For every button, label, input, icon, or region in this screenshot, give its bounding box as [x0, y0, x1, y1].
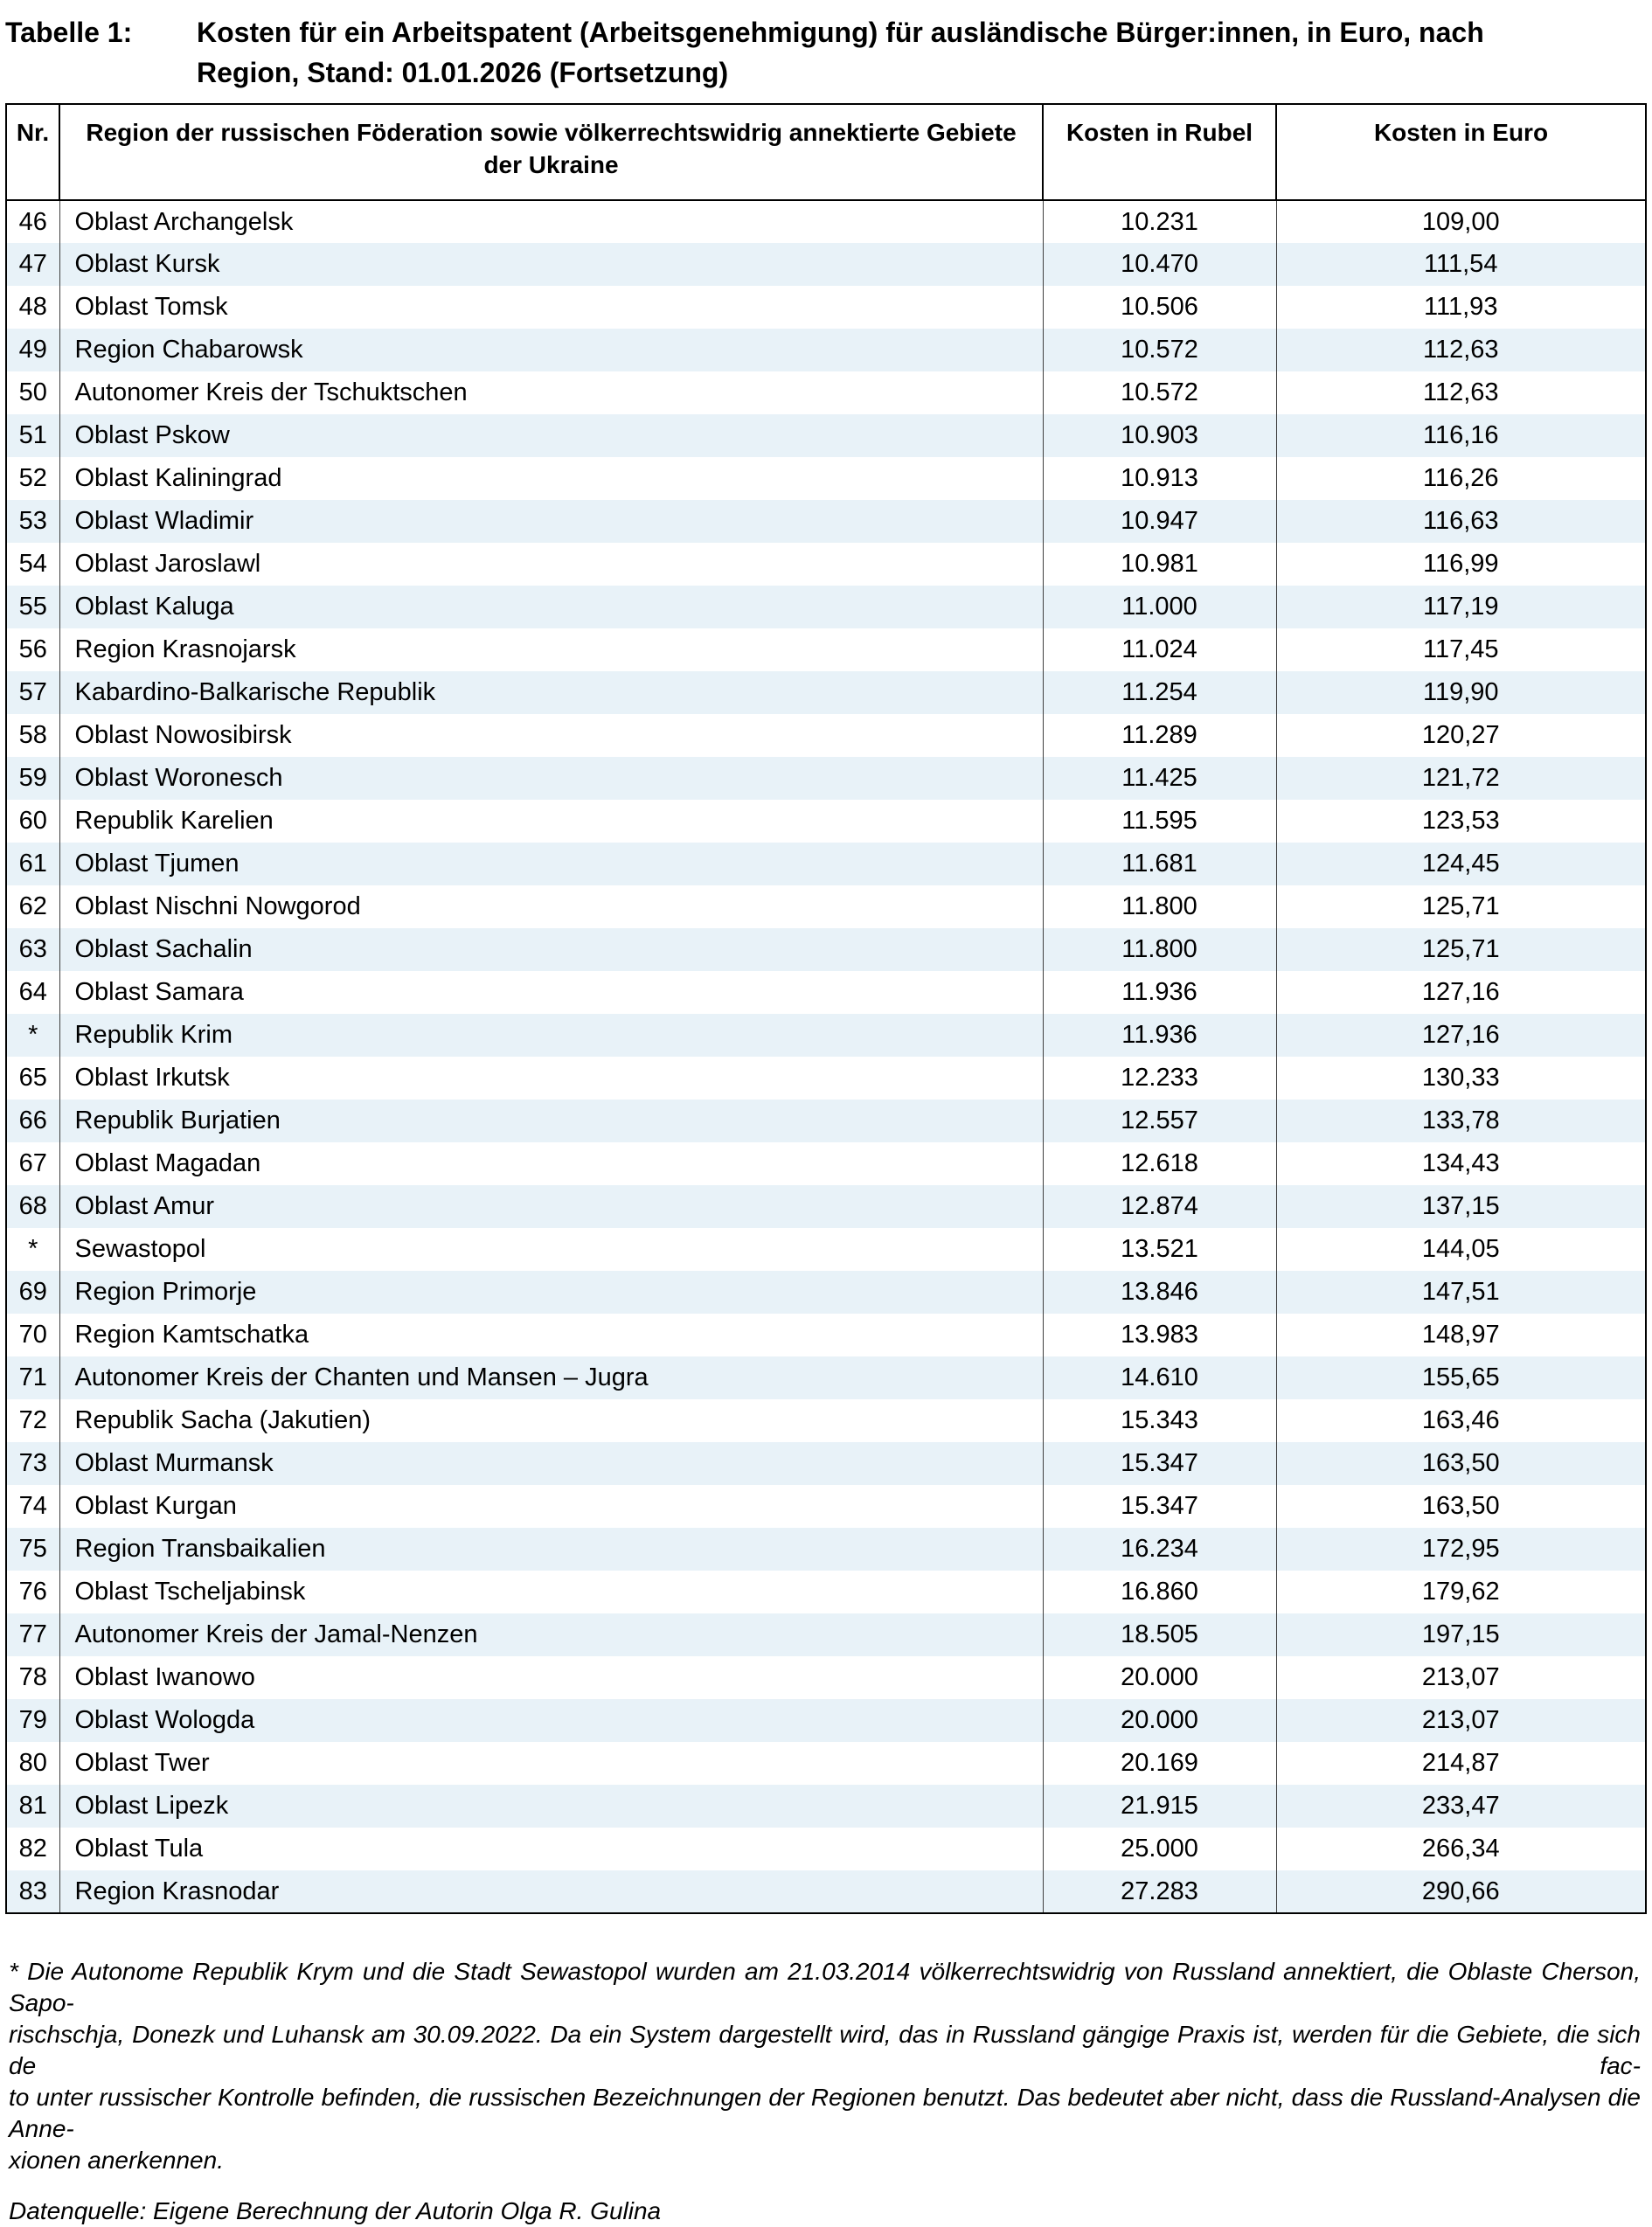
row-region: Oblast Kaluga: [59, 586, 1043, 628]
row-rubel: 11.289: [1043, 714, 1276, 757]
row-rubel: 11.936: [1043, 1014, 1276, 1057]
table-caption-line-1: Kosten für ein Arbeitspatent (Arbeitsgenehmigung) für ausländische Bürger:innen, in Euro, nach: [197, 17, 1484, 48]
footnote-line-4: xionen anerkennen.: [9, 2147, 224, 2174]
row-euro: 120,27: [1276, 714, 1646, 757]
table-row: [6, 1057, 1646, 1100]
row-euro: 119,90: [1276, 671, 1646, 714]
table-row: [6, 457, 1646, 500]
row-region: Oblast Kursk: [59, 243, 1043, 286]
row-euro: 147,51: [1276, 1271, 1646, 1314]
row-nr: 46: [6, 200, 59, 243]
row-rubel: 15.343: [1043, 1399, 1276, 1442]
row-rubel: 12.557: [1043, 1100, 1276, 1142]
row-region: Kabardino-Balkarische Republik: [59, 671, 1043, 714]
table-row: [6, 671, 1646, 714]
row-region: Republik Sacha (Jakutien): [59, 1399, 1043, 1442]
row-region: Republik Karelien: [59, 800, 1043, 843]
row-rubel: 12.618: [1043, 1142, 1276, 1185]
table-caption-line-2: Region, Stand: 01.01.2026 (Fortsetzung): [197, 57, 729, 88]
row-rubel: 13.983: [1043, 1314, 1276, 1356]
row-nr: 51: [6, 414, 59, 457]
row-nr: 66: [6, 1100, 59, 1142]
table-row: [6, 329, 1646, 371]
row-euro: 163,50: [1276, 1442, 1646, 1485]
table-row: [6, 885, 1646, 928]
column-header-nr: Nr.: [6, 104, 59, 200]
row-euro: 109,00: [1276, 200, 1646, 243]
row-nr: 71: [6, 1356, 59, 1399]
row-region: Oblast Lipezk: [59, 1785, 1043, 1828]
table-row: [6, 1699, 1646, 1742]
row-euro: 148,97: [1276, 1314, 1646, 1356]
table-row: [6, 757, 1646, 800]
row-nr: 74: [6, 1485, 59, 1528]
row-rubel: 11.595: [1043, 800, 1276, 843]
row-nr: 67: [6, 1142, 59, 1185]
table-row: [6, 586, 1646, 628]
row-nr: 79: [6, 1699, 59, 1742]
row-rubel: 16.234: [1043, 1528, 1276, 1571]
row-euro: 116,26: [1276, 457, 1646, 500]
row-rubel: 21.915: [1043, 1785, 1276, 1828]
row-rubel: 25.000: [1043, 1828, 1276, 1870]
row-rubel: 11.425: [1043, 757, 1276, 800]
table-caption-label: Tabelle 1:: [5, 17, 133, 48]
row-nr: *: [6, 1228, 59, 1271]
row-nr: 75: [6, 1528, 59, 1571]
row-region: Oblast Sachalin: [59, 928, 1043, 971]
row-nr: *: [6, 1014, 59, 1057]
table-caption-text: [197, 12, 1484, 93]
row-region: Oblast Kurgan: [59, 1485, 1043, 1528]
table-row: [6, 1528, 1646, 1571]
table-row: [6, 800, 1646, 843]
table-row: [6, 543, 1646, 586]
row-euro: 233,47: [1276, 1785, 1646, 1828]
row-euro: 214,87: [1276, 1742, 1646, 1785]
row-region: Oblast Irkutsk: [59, 1057, 1043, 1100]
row-nr: 62: [6, 885, 59, 928]
row-region: Autonomer Kreis der Jamal-Nenzen: [59, 1613, 1043, 1656]
table-row: [6, 1656, 1646, 1699]
row-nr: 55: [6, 586, 59, 628]
row-region: Republik Burjatien: [59, 1100, 1043, 1142]
row-rubel: 20.000: [1043, 1656, 1276, 1699]
row-euro: 130,33: [1276, 1057, 1646, 1100]
row-region: Oblast Tula: [59, 1828, 1043, 1870]
row-rubel: 11.024: [1043, 628, 1276, 671]
row-nr: 68: [6, 1185, 59, 1228]
row-euro: 112,63: [1276, 329, 1646, 371]
row-rubel: 13.521: [1043, 1228, 1276, 1271]
table-row: [6, 928, 1646, 971]
row-nr: 80: [6, 1742, 59, 1785]
row-region: Oblast Murmansk: [59, 1442, 1043, 1485]
table-body: [6, 200, 1646, 1913]
row-euro: 111,54: [1276, 243, 1646, 286]
row-euro: 111,93: [1276, 286, 1646, 329]
row-euro: 197,15: [1276, 1613, 1646, 1656]
row-region: Oblast Nowosibirsk: [59, 714, 1043, 757]
row-nr: 61: [6, 843, 59, 885]
row-rubel: 13.846: [1043, 1271, 1276, 1314]
row-region: Republik Krim: [59, 1014, 1043, 1057]
table-row: [6, 971, 1646, 1014]
row-region: Oblast Woronesch: [59, 757, 1043, 800]
row-rubel: 10.947: [1043, 500, 1276, 543]
row-nr: 82: [6, 1828, 59, 1870]
row-region: Oblast Tomsk: [59, 286, 1043, 329]
row-rubel: 10.981: [1043, 543, 1276, 586]
column-header-euro: Kosten in Euro: [1276, 104, 1646, 200]
row-rubel: 15.347: [1043, 1485, 1276, 1528]
row-nr: 52: [6, 457, 59, 500]
row-rubel: 15.347: [1043, 1442, 1276, 1485]
row-euro: 125,71: [1276, 928, 1646, 971]
row-region: Region Chabarowsk: [59, 329, 1043, 371]
row-rubel: 12.874: [1043, 1185, 1276, 1228]
row-rubel: 27.283: [1043, 1870, 1276, 1913]
row-region: Region Primorje: [59, 1271, 1043, 1314]
row-nr: 76: [6, 1571, 59, 1613]
table-row: [6, 714, 1646, 757]
row-region: Autonomer Kreis der Tschuktschen: [59, 371, 1043, 414]
row-nr: 83: [6, 1870, 59, 1913]
row-rubel: 10.913: [1043, 457, 1276, 500]
row-rubel: 11.800: [1043, 885, 1276, 928]
table-row: [6, 1185, 1646, 1228]
row-rubel: 14.610: [1043, 1356, 1276, 1399]
row-euro: 172,95: [1276, 1528, 1646, 1571]
table-header-row: [6, 104, 1646, 200]
row-region: Region Kamtschatka: [59, 1314, 1043, 1356]
row-region: Autonomer Kreis der Chanten und Mansen – Jugra: [59, 1356, 1043, 1399]
table-row: [6, 1399, 1646, 1442]
row-rubel: 20.000: [1043, 1699, 1276, 1742]
cost-table: [5, 103, 1647, 1914]
row-nr: 81: [6, 1785, 59, 1828]
row-nr: 59: [6, 757, 59, 800]
row-rubel: 10.903: [1043, 414, 1276, 457]
row-euro: 163,46: [1276, 1399, 1646, 1442]
row-euro: 121,72: [1276, 757, 1646, 800]
row-rubel: 10.470: [1043, 243, 1276, 286]
row-nr: 53: [6, 500, 59, 543]
row-nr: 58: [6, 714, 59, 757]
table-row: [6, 243, 1646, 286]
table-row: [6, 1485, 1646, 1528]
column-header-rubel: Kosten in Rubel: [1043, 104, 1276, 200]
table-row: [6, 1870, 1646, 1913]
row-region: Oblast Archangelsk: [59, 200, 1043, 243]
row-nr: 65: [6, 1057, 59, 1100]
row-region: Oblast Wologda: [59, 1699, 1043, 1742]
row-region: Oblast Twer: [59, 1742, 1043, 1785]
row-euro: 124,45: [1276, 843, 1646, 885]
table-row: [6, 843, 1646, 885]
row-nr: 49: [6, 329, 59, 371]
row-euro: 134,43: [1276, 1142, 1646, 1185]
row-euro: 137,15: [1276, 1185, 1646, 1228]
row-nr: 78: [6, 1656, 59, 1699]
row-euro: 116,63: [1276, 500, 1646, 543]
row-region: Region Krasnojarsk: [59, 628, 1043, 671]
footnote-line-1: * Die Autonome Republik Krym und die Stadt Sewastopol wurden am 21.03.2014 völkerrechtswidrig von Russland annektiert, die Oblaste Cherson, Sapo-: [9, 1958, 1641, 2016]
row-nr: 54: [6, 543, 59, 586]
table-row: [6, 1742, 1646, 1785]
row-nr: 47: [6, 243, 59, 286]
row-region: Oblast Wladimir: [59, 500, 1043, 543]
row-rubel: 16.860: [1043, 1571, 1276, 1613]
row-rubel: 11.254: [1043, 671, 1276, 714]
row-region: Region Transbaikalien: [59, 1528, 1043, 1571]
row-region: Oblast Jaroslawl: [59, 543, 1043, 586]
row-nr: 72: [6, 1399, 59, 1442]
table-row: [6, 1271, 1646, 1314]
row-region: Region Krasnodar: [59, 1870, 1043, 1913]
row-euro: 117,45: [1276, 628, 1646, 671]
row-euro: 163,50: [1276, 1485, 1646, 1528]
row-region: Oblast Iwanowo: [59, 1656, 1043, 1699]
row-nr: 70: [6, 1314, 59, 1356]
row-nr: 77: [6, 1613, 59, 1656]
table-row: [6, 1314, 1646, 1356]
footnote-line-3: to unter russischer Kontrolle befinden, die russischen Bezeichnungen der Regionen benutzt. Das bedeutet aber nicht, dass die Russland-Analysen die Anne-: [9, 2084, 1641, 2142]
row-region: Oblast Nischni Nowgorod: [59, 885, 1043, 928]
row-euro: 125,71: [1276, 885, 1646, 928]
table-row: [6, 500, 1646, 543]
row-rubel: 11.000: [1043, 586, 1276, 628]
row-rubel: 10.572: [1043, 371, 1276, 414]
table-row: [6, 1356, 1646, 1399]
row-euro: 144,05: [1276, 1228, 1646, 1271]
table-row: [6, 1142, 1646, 1185]
row-rubel: 11.681: [1043, 843, 1276, 885]
footnote: [9, 1956, 1641, 2176]
table-row: [6, 200, 1646, 243]
row-euro: 266,34: [1276, 1828, 1646, 1870]
row-euro: 155,65: [1276, 1356, 1646, 1399]
row-region: Oblast Kaliningrad: [59, 457, 1043, 500]
table-row: [6, 1571, 1646, 1613]
row-euro: 213,07: [1276, 1656, 1646, 1699]
row-nr: 56: [6, 628, 59, 671]
row-region: Oblast Samara: [59, 971, 1043, 1014]
row-region: Oblast Magadan: [59, 1142, 1043, 1185]
table-row: [6, 1442, 1646, 1485]
table-row: [6, 628, 1646, 671]
table-row: [6, 1828, 1646, 1870]
row-region: Sewastopol: [59, 1228, 1043, 1271]
table-row: [6, 1613, 1646, 1656]
row-rubel: 11.800: [1043, 928, 1276, 971]
row-euro: 116,16: [1276, 414, 1646, 457]
row-rubel: 10.572: [1043, 329, 1276, 371]
row-nr: 57: [6, 671, 59, 714]
row-nr: 48: [6, 286, 59, 329]
row-region: Oblast Tjumen: [59, 843, 1043, 885]
row-nr: 50: [6, 371, 59, 414]
row-euro: 117,19: [1276, 586, 1646, 628]
table-row: [6, 371, 1646, 414]
row-euro: 116,99: [1276, 543, 1646, 586]
row-euro: 213,07: [1276, 1699, 1646, 1742]
row-euro: 127,16: [1276, 1014, 1646, 1057]
row-euro: 133,78: [1276, 1100, 1646, 1142]
row-rubel: 18.505: [1043, 1613, 1276, 1656]
table-row: [6, 1014, 1646, 1057]
row-rubel: 20.169: [1043, 1742, 1276, 1785]
row-nr: 73: [6, 1442, 59, 1485]
row-rubel: 10.231: [1043, 200, 1276, 243]
row-nr: 63: [6, 928, 59, 971]
row-nr: 69: [6, 1271, 59, 1314]
table-caption: [5, 12, 1646, 93]
row-region: Oblast Tscheljabinsk: [59, 1571, 1043, 1613]
column-header-region: Region der russischen Föderation sowie völkerrechtswidrig annektierte Gebiete der Ukraine: [59, 104, 1043, 200]
table-row: [6, 1228, 1646, 1271]
table-row: [6, 286, 1646, 329]
row-euro: 179,62: [1276, 1571, 1646, 1613]
row-euro: 290,66: [1276, 1870, 1646, 1913]
row-euro: 112,63: [1276, 371, 1646, 414]
row-nr: 60: [6, 800, 59, 843]
row-euro: 123,53: [1276, 800, 1646, 843]
row-region: Oblast Pskow: [59, 414, 1043, 457]
table-row: [6, 1100, 1646, 1142]
row-rubel: 12.233: [1043, 1057, 1276, 1100]
row-rubel: 11.936: [1043, 971, 1276, 1014]
data-source-note: Datenquelle: Eigene Berechnung der Autorin Olga R. Gulina: [9, 2197, 662, 2224]
table-row: [6, 1785, 1646, 1828]
table-row: [6, 414, 1646, 457]
row-nr: 64: [6, 971, 59, 1014]
row-region: Oblast Amur: [59, 1185, 1043, 1228]
footnote-line-2: rischschja, Donezk und Luhansk am 30.09.2022. Da ein System dargestellt wird, das in Russland gängige Praxis ist, werden für die Gebiete, die sich de fac-: [9, 2021, 1641, 2079]
row-euro: 127,16: [1276, 971, 1646, 1014]
table-header: [6, 104, 1646, 200]
row-rubel: 10.506: [1043, 286, 1276, 329]
